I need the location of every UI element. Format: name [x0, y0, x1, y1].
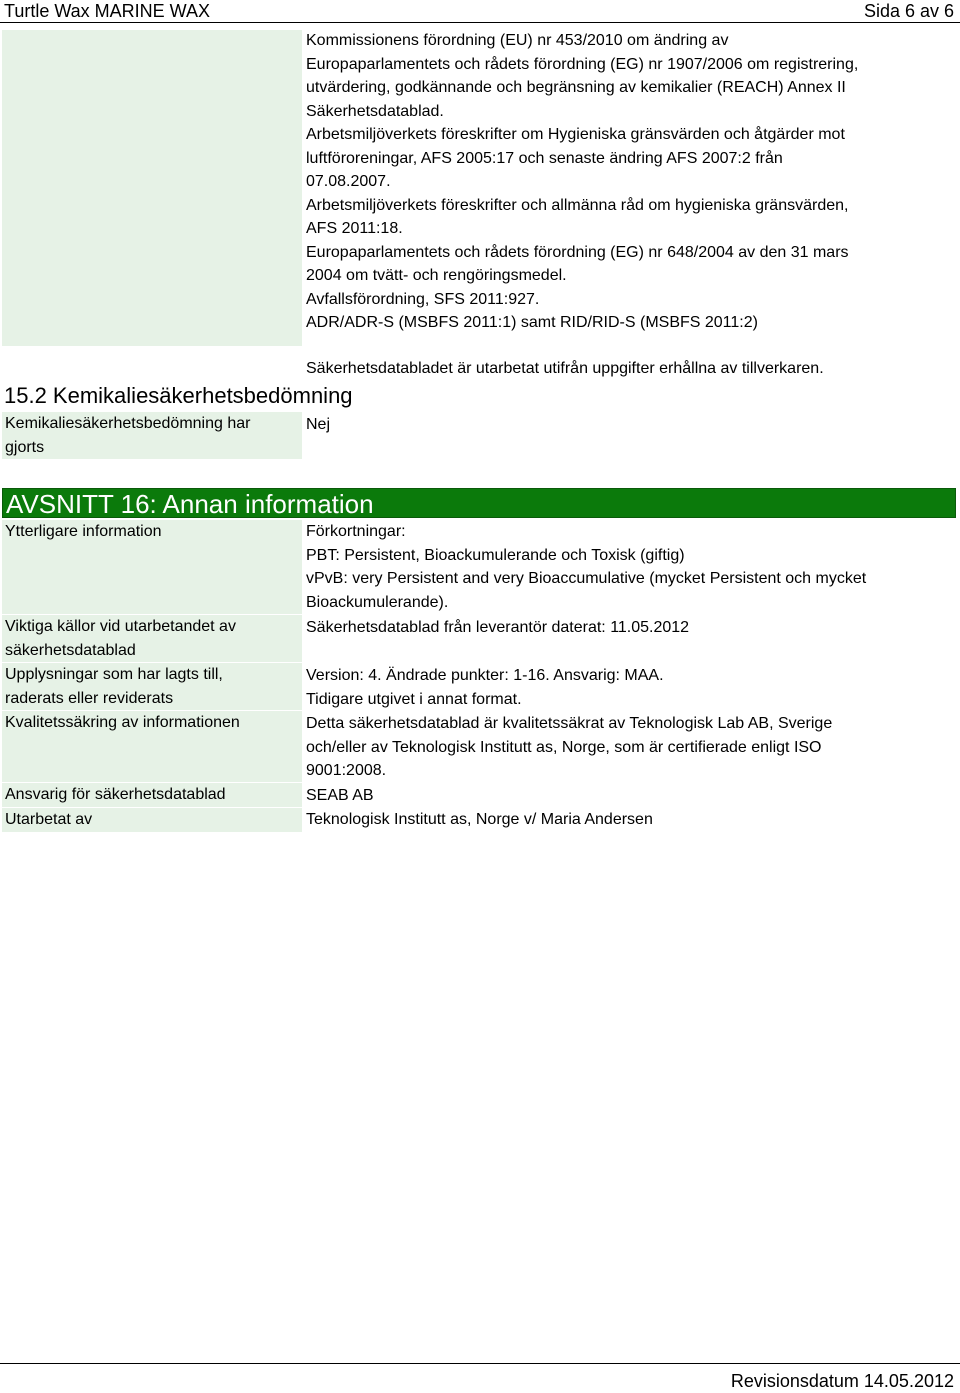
- regulation-line: Avfallsförordning, SFS 2011:927.: [306, 290, 540, 308]
- label-line: Kemikaliesäkerhetsbedömning har: [5, 415, 251, 432]
- value-line: Version: 4. Ändrade punkter: 1-16. Ansvarig: MAA.: [306, 667, 664, 684]
- chemical-assessment-label: [2, 412, 302, 459]
- regulation-line: Europaparlamentets och rådets förordning (EG) nr 648/2004 av den 31 mars: [306, 243, 849, 261]
- header-divider: [0, 22, 960, 23]
- value-line: Tidigare utgivet i annat format.: [306, 690, 522, 708]
- value-line: Bioackumulerande).: [306, 593, 449, 611]
- regulation-line: Säkerhetsdatablad.: [306, 102, 444, 120]
- regulation-line: Kommissionens förordning (EU) nr 453/2010 om ändring av: [306, 32, 729, 49]
- document-title: Turtle Wax MARINE WAX: [4, 1, 211, 21]
- label-line: Ytterligare information: [5, 523, 162, 540]
- source-note: [306, 357, 824, 381]
- value-line: Nej: [306, 416, 331, 433]
- value-line: Förkortningar:: [306, 523, 406, 540]
- row-value-changes: [306, 664, 664, 711]
- label-line: Kvalitetssäkring av informationen: [5, 714, 240, 731]
- regulation-line: Europaparlamentets och rådets förordning (EG) nr 1907/2006 om registrering,: [306, 55, 859, 73]
- regulation-line: 07.08.2007.: [306, 173, 391, 190]
- page-number: Sida 6 av 6: [863, 1, 954, 21]
- row-label-prepared-by: [2, 808, 302, 832]
- regulation-line: luftföroreningar, AFS 2005:17 och senaste ändring AFS 2007:2 från: [306, 149, 783, 167]
- value-line: Teknologisk Institutt as, Norge v/ Maria Andersen: [306, 811, 653, 828]
- value-line: och/eller av Teknologisk Institutt as, Norge, som är certifierade enligt ISO: [306, 738, 822, 756]
- source-note-text: Säkerhetsdatabladet är utarbetat utifrån uppgifter erhållna av tillverkaren.: [306, 360, 824, 377]
- regulation-line: utvärdering, godkännande och begränsning av kemikalier (REACH) Annex II: [306, 79, 846, 96]
- section-16-header: [2, 488, 956, 518]
- row-value-prepared-by: [306, 808, 653, 832]
- label-line: Utarbetat av: [5, 811, 93, 828]
- row-value-additional-info: [306, 520, 866, 614]
- label-line: säkerhetsdatablad: [5, 642, 136, 659]
- row-value-responsible: [306, 784, 374, 808]
- row-label-responsible: [2, 783, 302, 807]
- row-label-sources: [2, 615, 302, 662]
- regulations-list: [306, 29, 858, 335]
- revision-date: Revisionsdatum 14.05.2012: [730, 1371, 954, 1391]
- value-line: 9001:2008.: [306, 762, 387, 779]
- regulations-label-cell: [2, 30, 302, 346]
- row-value-sources: [306, 616, 689, 640]
- section-16-title: AVSNITT 16: Annan information: [6, 489, 374, 519]
- regulation-line: Arbetsmiljöverkets föreskrifter och allmänna råd om hygieniska gränsvärden,: [306, 196, 849, 214]
- label-line: Viktiga källor vid utarbetandet av: [5, 618, 236, 635]
- row-value-quality: [306, 712, 832, 783]
- chemical-assessment-value: [306, 413, 330, 437]
- value-line: Detta säkerhetsdatablad är kvalitetssäkrat av Teknologisk Lab AB, Sverige: [306, 715, 833, 732]
- label-line: gjorts: [5, 439, 45, 456]
- regulation-line: Arbetsmiljöverkets föreskrifter om Hygieniska gränsvärden och åtgärder mot: [306, 126, 845, 143]
- regulation-line: ADR/ADR-S (MSBFS 2011:1) samt RID/RID-S (MSBFS 2011:2): [306, 314, 758, 331]
- section-15-2-heading: 15.2 Kemikaliesäkerhetsbedömning: [4, 383, 353, 408]
- regulation-line: AFS 2011:18.: [306, 220, 403, 237]
- value-line: Säkerhetsdatablad från leverantör daterat: 11.05.2012: [306, 619, 690, 636]
- row-label-additional-info: [2, 520, 302, 614]
- row-label-quality: [2, 711, 302, 782]
- label-line: Ansvarig för säkerhetsdatablad: [5, 786, 226, 803]
- row-label-changes: [2, 663, 302, 710]
- value-line: SEAB AB: [306, 787, 374, 804]
- regulation-line: 2004 om tvätt- och rengöringsmedel.: [306, 267, 567, 284]
- value-line: vPvB: very Persistent and very Bioaccumulative (mycket Persistent och mycket: [306, 570, 867, 587]
- footer-divider: [0, 1363, 960, 1364]
- label-line: Upplysningar som har lagts till,: [5, 666, 223, 683]
- label-line: raderats eller reviderats: [5, 690, 174, 707]
- value-line: PBT: Persistent, Bioackumulerande och Toxisk (giftig): [306, 546, 685, 564]
